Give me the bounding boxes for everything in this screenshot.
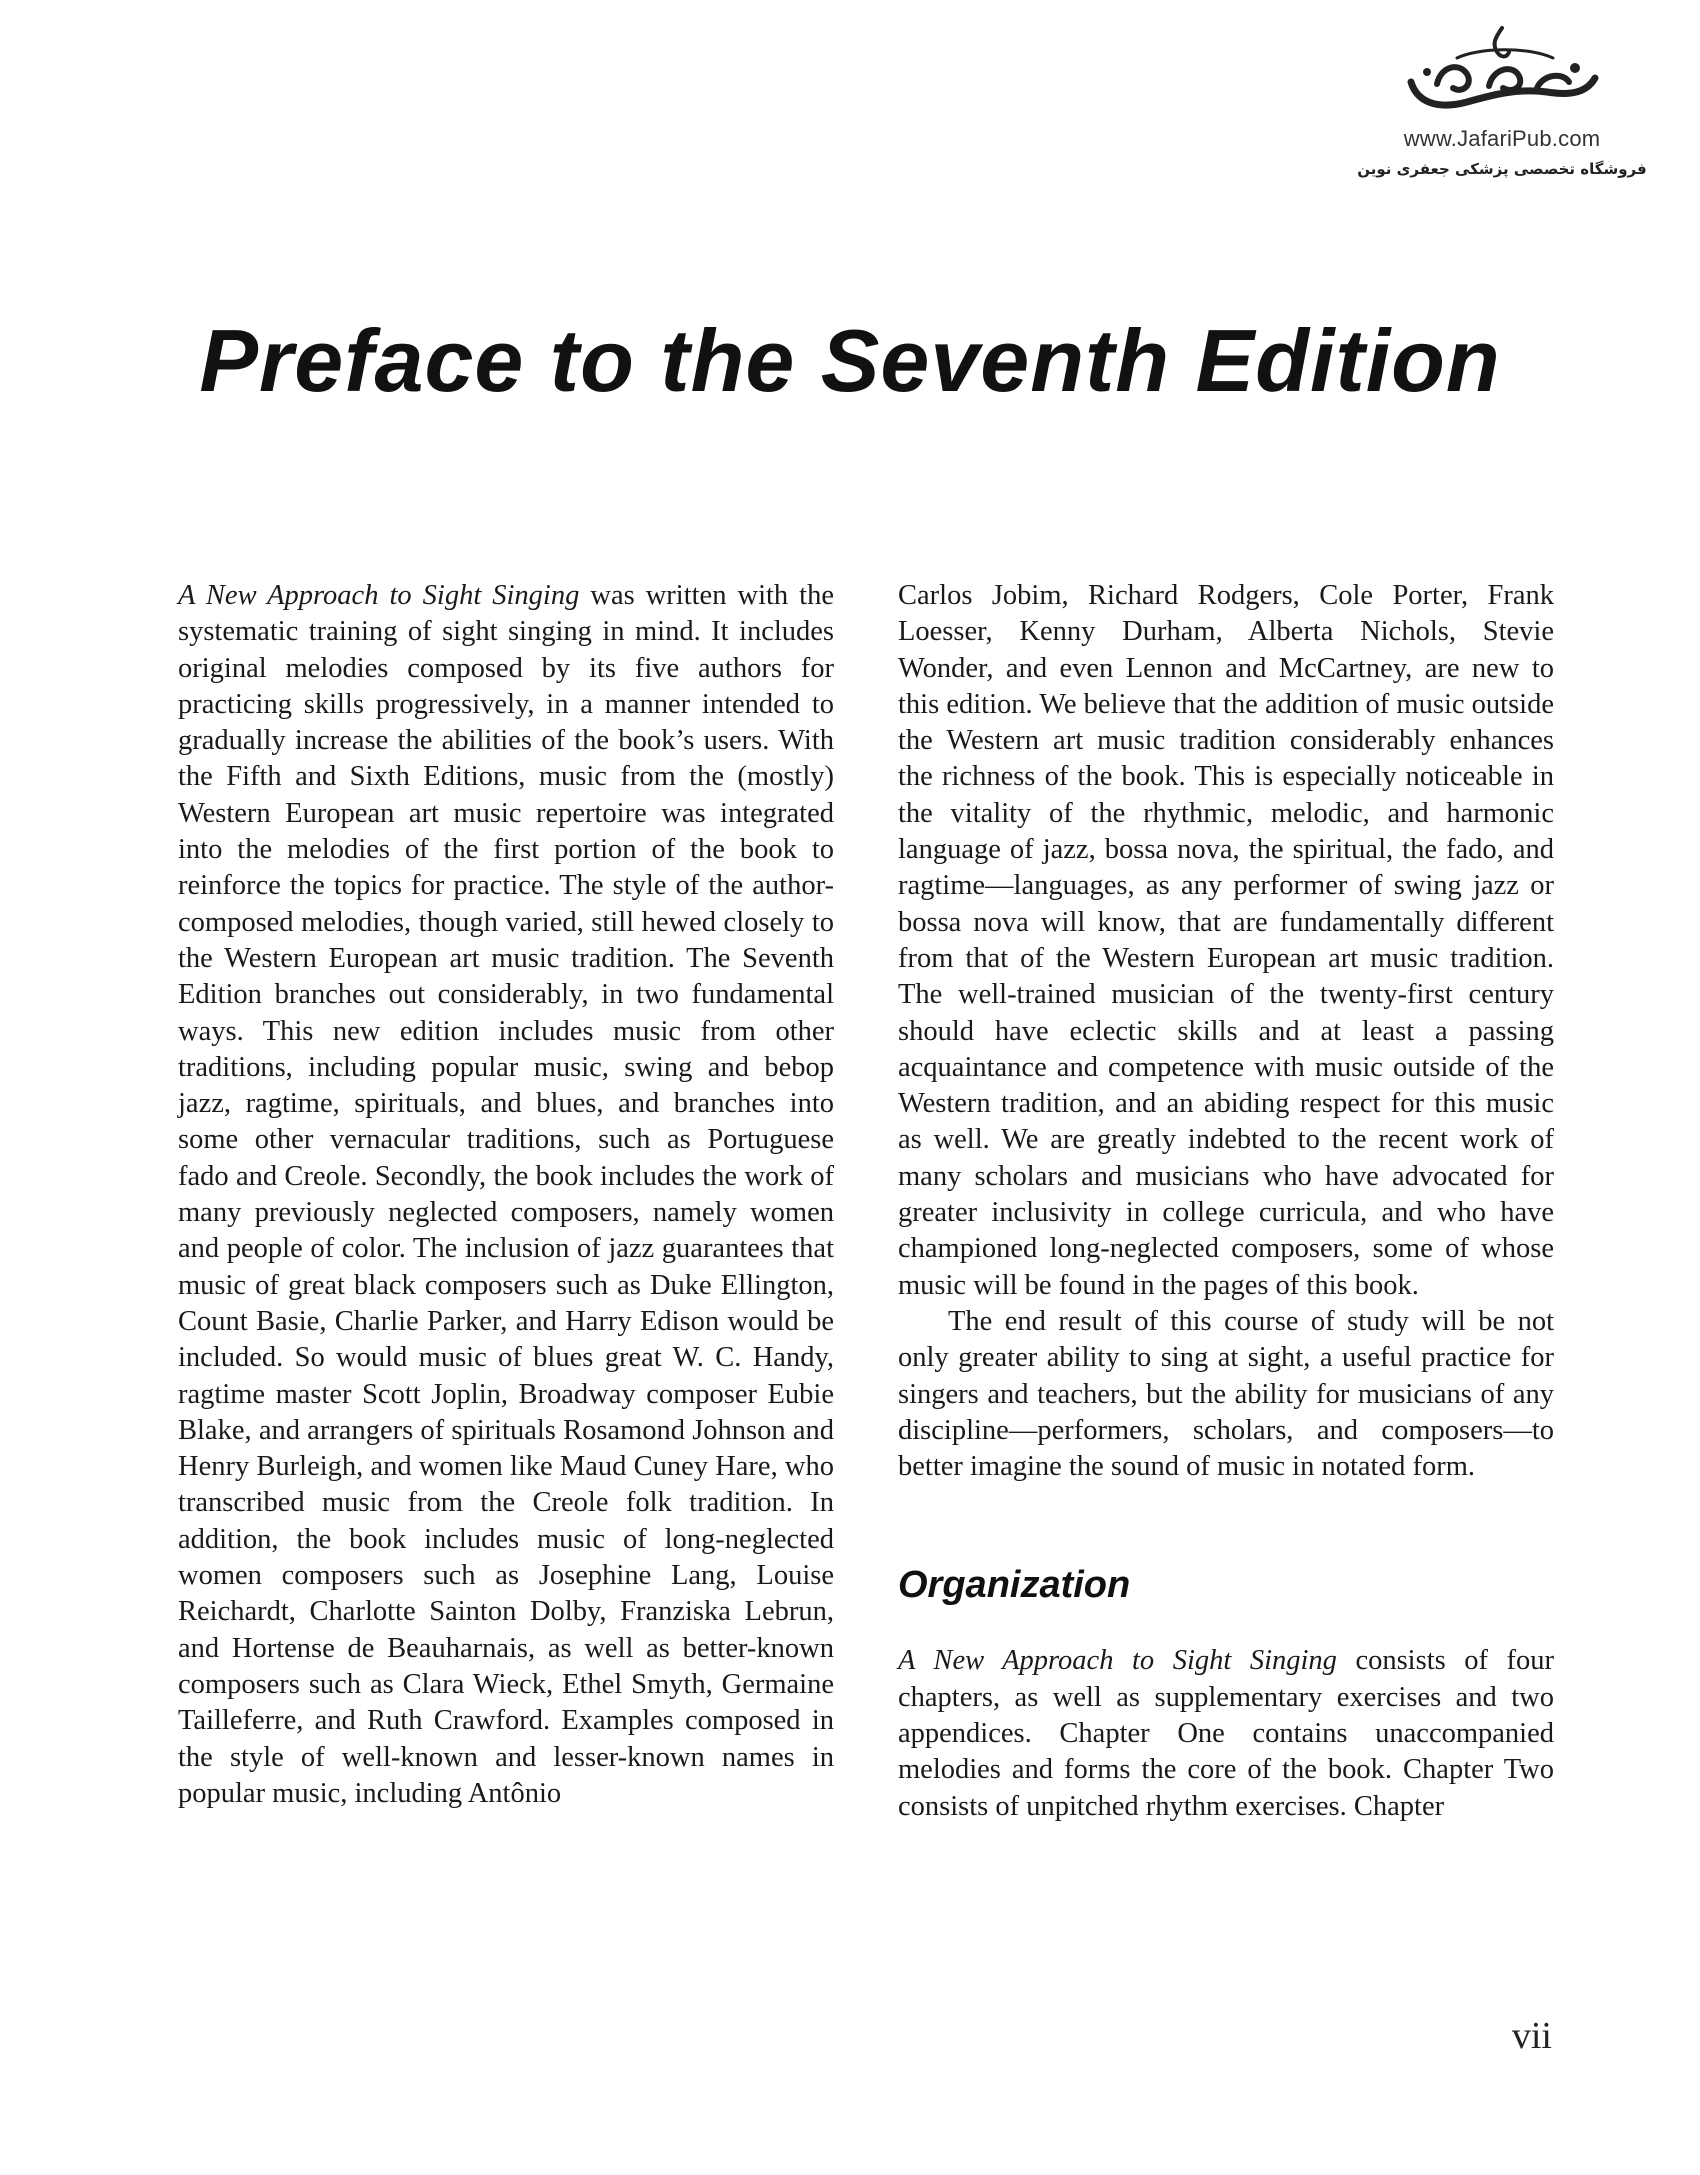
section-heading-organization: Organization <box>898 1564 1131 1607</box>
page-number: vii <box>1511 2015 1552 2057</box>
paragraph-text: was written with the systematic training of sight singing in mind. It includes original melodies composed by its five authors for practicing skills progressively, in a manner intended to gradually increase the abilities of the book’s users. With the Fifth and Sixth Editions, music from the (mostly) Western European art music repertoire was integrated into the melodies of the first portion of the book to reinforce the topics for practice. The style of the author-composed melodies, though varied, still hewed closely to the Western European art music tradition. The Seventh Edition branches out considerably, in two fundamental ways. This new edition includes music from other traditions, including popular music, swing and bebop jazz, ragtime, spirituals, and blues, and branches into some other vernacular traditions, such as Portuguese fado and Creole. Secondly, the book includes the work of many previously neglected composers, namely women and people of color. The inclusion of jazz guarantees that music of great black composers such as Duke Ellington, Count Basie, Charlie Parker, and Harry Edison would be included. So would music of blues great W. C. Handy, ragtime master Scott Joplin, Broadway composer Eubie Blake, and arrangers of spirituals Rosamond Johnson and Henry Burleigh, and women like Maud Cuney Hare, who transcribed music from the Creole folk tradition. In addition, the book includes music of long-neglected women composers such as Josephine Lang, Louise Reichardt, Charlotte Sainton Dolby, Franziska Lebrun, and Hortense de Beauharnais, as well as better-known composers such as Clara Wieck, Ethel Smyth, Germaine Tailleferre, and Ruth Crawford. Examples composed in the style of well-known and lesser-known names in popular music, including Antônio <box>178 580 834 1809</box>
logo-tagline: فروشگاه تخصصی پزشکی جعفری نوین <box>1357 160 1647 178</box>
book-title-italic: A New Approach to Sight Singing <box>178 580 580 611</box>
paragraph: The end result of this course of study will be not only greater ability to sing at sight, a useful practice for singers and teachers, but the ability for musicians of any discipline—performers, scholars, and composers—to better imagine the sound of music in notated form. <box>898 1305 1554 1483</box>
paragraph <box>178 578 834 1812</box>
logo-url: www.JafariPub.com <box>1403 126 1601 151</box>
right-column <box>898 578 1554 1825</box>
book-title-italic: A New Approach to Sight Singing <box>898 1645 1337 1677</box>
publisher-logo-mark <box>1397 22 1607 122</box>
left-column <box>178 578 834 1812</box>
paragraph: Carlos Jobim, Richard Rodgers, Cole Porter, Frank Loesser, Kenny Durham, Alberta Nichols, Stevie Wonder, and even Lennon and McCartney, are new to this edition. We believe that the addition of music outside the Western art music tradition considerably enhances the richness of the book. This is especially noticeable in the vitality of the rhythmic, melodic, and harmonic language of jazz, bossa nova, the spiritual, the fado, and ragtime—languages, as any performer of swing jazz or bossa nova will know, that are fundamentally different from that of the Western European art music tradition. The well-trained musician of the twenty-first century should have eclectic skills and at least a passing acquaintance and competence with music outside of the Western tradition, and an abiding respect for this music as well. We are greatly indebted to the recent work of many scholars and musicians who have advocated for greater inclusivity in college curricula, and who have championed long-neglected composers, some of whose music will be found in the pages of this book. <box>898 580 1554 1301</box>
page-title: Preface to the Seventh Edition <box>199 311 1501 410</box>
publisher-logo <box>1352 22 1652 192</box>
paragraph <box>898 1643 1554 1824</box>
paragraph-text: consists of four chapters, as well as supplementary exercises and two appendices. Chapter One contains unaccompanied melodies and forms the core of the book. Chapter Two consists of unpitched rhythm exercises. Chapter <box>898 1645 1554 1822</box>
